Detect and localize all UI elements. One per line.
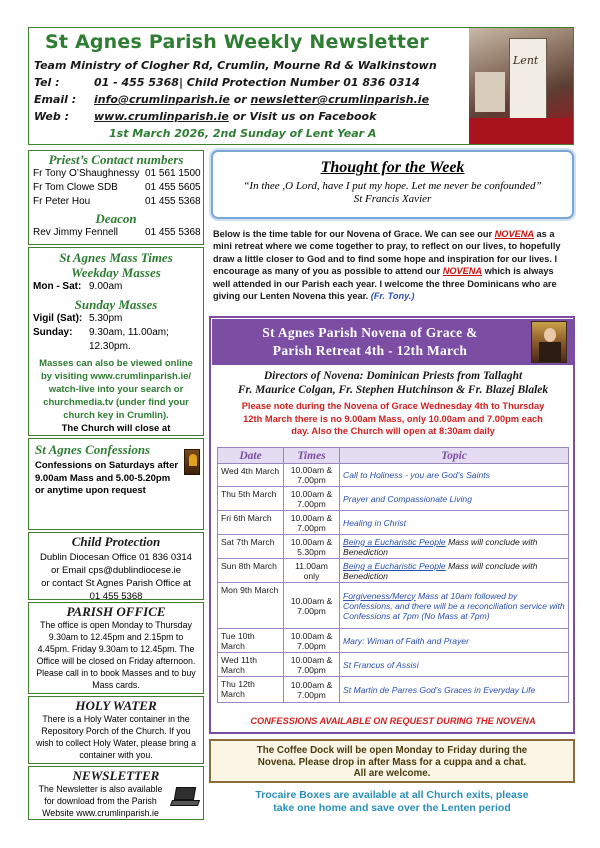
sunday-masses-title: Sunday Masses	[74, 297, 158, 312]
intro-signature: (Fr. Tony.)	[370, 291, 415, 302]
confessions-on-request-note: CONFESSIONS AVAILABLE ON REQUEST DURING THE NOVENA	[250, 716, 536, 726]
table-row: Thu 5th March 10.00am & 7.00pm Prayer and Compassionate Living	[218, 487, 569, 511]
confessions-text: Confessions on Saturdays after 9.00am Mass and 5.00-5.20pm or anytime upon request	[35, 460, 179, 496]
table-row: Mon 9th March 10.00am & 7.00pm Forgiveness/Mercy Mass at 10am followed by Confessions, and there will be a reconciliation service with Confessions at 7pm (No Mass at 7pm)	[218, 583, 569, 629]
website-link[interactable]: www.crumlinparish.ie	[94, 110, 229, 123]
table-row: Wed 11th March 10.00am & 7.00pm St Francus of Assisi	[218, 653, 569, 677]
saint-icon	[531, 321, 567, 363]
novena-title-line-1: St Agnes Parish Novena of Grace &	[262, 325, 478, 340]
priest-row: Fr Tom Clowe SDB 01 455 5605	[33, 182, 201, 193]
date-column-header: Date	[218, 448, 284, 464]
email-line	[34, 93, 429, 106]
child-protection-box	[28, 532, 204, 600]
novena-mass-note: Please note during the Novena of Grace Wednesday 4th to Thursday 12th March there is no 9.00am Mass, only 10.00am and 7.00pm each day. Also the Church will open at 8:30am daily	[241, 401, 545, 436]
thought-quote: “In thee ,O Lord, have I put my hope. Let me never be confounded”	[243, 180, 542, 192]
newsletter-box	[28, 766, 204, 820]
web-label: Web :	[34, 110, 69, 123]
church-closing-note: The Church will close at	[61, 423, 171, 434]
novena-intro-paragraph: Below is the time table for our Novena of Grace. We can see our NOVENA as a mini retreat where we come together to pray, to reflect on our lives, to hopefully draw a little closer to God and to find some hope and inspiration for our lives. I encourage as many of you as possible to attend our NOVENA which is always well attended in our Parish each year. I welcome the three Dominicans who are giving our Lenten Novena this year. (Fr. Tony.)	[213, 229, 561, 302]
table-row: Sun 8th March 11.00am only Being a Eucharistic People Mass will conclude with Benediction	[218, 559, 569, 583]
novena-directors: Directors of Novena: Dominican Priests from Tallaght Fr. Maurice Colgan, Fr. Stephen Hutchinson & Fr. Blazej Blalek	[237, 370, 549, 396]
table-header-row	[218, 448, 569, 464]
table-row: Thu 12th March 10.00am & 7.00pm St Martin de Parres God’s Graces in Everyday Life	[218, 677, 569, 703]
topic-column-header: Topic	[340, 448, 569, 464]
coffee-dock-box: The Coffee Dock will be open Monday to Friday during the Novena. Please drop in after Mass for a cuppa and a chat. All are welcome.	[209, 739, 575, 783]
tel-label: Tel :	[34, 76, 60, 89]
sunday-mass-row: Sunday: 9.30am, 11.00am;	[33, 327, 169, 338]
thought-author: St Francis Xavier	[353, 193, 432, 205]
web-suffix: or Visit us on Facebook	[232, 110, 377, 123]
newsletter-title: St Agnes Parish Weekly Newsletter	[45, 31, 429, 53]
team-ministry-line: Team Ministry of Clogher Rd, Crumlin, Mourne Rd & Walkinstown	[34, 59, 437, 72]
table-row: Fri 6th March 10.00am & 7.00pm Healing in Christ	[218, 511, 569, 535]
mass-times-box: St Agnes Mass Times Weekday Masses Mon - Sat: 9.00am Sunday Masses Vigil (Sat): 5.30pm Sunday: 9.30am, 11.00am; 12.30pm. Masses can also be viewed online by visiting www.crumlinparish.ie/ watch-live into your search or churchmedia.tv (under find your church key in Crumlin). The Church will close at	[28, 247, 204, 436]
confession-door-icon	[184, 449, 200, 475]
novena-schedule-table	[217, 447, 569, 703]
parish-office-text: The office is open Monday to Thursday 9.30am to 12.45pm and 2.15pm to 4.45pm. Friday 9.30am to 12.45pm. The Office will be closed on Friday afternoon. Please call in to book Masses and to buy Mass cards.	[36, 620, 196, 690]
telephone-line	[34, 76, 420, 89]
email-newsletter-link[interactable]: newsletter@crumlinparish.ie	[250, 93, 430, 106]
deacon-row: Rev Jimmy Fennell 01 455 5368	[33, 227, 201, 238]
parish-office-title: PARISH OFFICE	[66, 604, 166, 619]
holy-water-text: There is a Holy Water container in the Repository Porch of the Church. If you wish to collect Holy Water, please bring a container with you.	[35, 714, 197, 760]
table-row: Tue 10th March 10.00am & 7.00pm Mary: Wiman of Faith and Prayer	[218, 629, 569, 653]
newsletter-box-title: NEWSLETTER	[72, 768, 160, 783]
novena-highlight: NOVENA	[494, 229, 534, 239]
priest-contacts-title: Priest’s Contact numbers	[48, 152, 184, 167]
online-viewing-note: Masses can also be viewed online by visiting www.crumlinparish.ie/ watch-live into your search or churchmedia.tv (under find your church key in Crumlin).	[39, 358, 193, 421]
novena-title-line-2: Parish Retreat 4th - 12th March	[272, 343, 468, 358]
priest-contacts-box	[28, 150, 204, 245]
weekday-masses-title: Weekday Masses	[71, 265, 161, 280]
email-or: or	[233, 93, 247, 106]
weekday-mass-row: Mon - Sat: 9.00am	[33, 281, 123, 292]
parish-office-box	[28, 602, 204, 694]
novena-highlight: NOVENA	[442, 266, 483, 277]
thought-title: Thought for the Week	[320, 159, 465, 176]
priest-row: Fr Tony O’Shaughnessy 01 561 1500	[33, 168, 201, 179]
novena-box	[209, 316, 575, 734]
email-label: Email :	[34, 93, 77, 106]
tel-value: 01 - 455 5368| Child Protection Number 01 836 0314	[94, 76, 420, 89]
lent-banner-word: Lent	[513, 54, 539, 67]
newsletter-header	[28, 27, 574, 145]
holy-water-box	[28, 696, 204, 764]
email-info-link[interactable]: info@crumlinparish.ie	[94, 93, 230, 106]
child-protection-title: Child Protection	[71, 534, 161, 549]
thought-for-week-box	[211, 150, 574, 219]
trocaire-note: Trocaire Boxes are available at all Church exits, please take one home and save over the Lenten period	[255, 789, 529, 814]
times-column-header: Times	[284, 448, 340, 464]
lent-photo	[469, 28, 573, 144]
deacon-title: Deacon	[95, 211, 137, 226]
confessions-title: St Agnes Confessions	[35, 442, 151, 457]
laptop-icon	[171, 787, 199, 807]
holy-water-title: HOLY WATER	[75, 698, 157, 713]
child-protection-text: Dublin Diocesan Office 01 836 0314 or Email cps@dublindiocese.ie or contact St Agnes Parish Office at 01 455 5368	[40, 552, 192, 600]
mass-times-title: St Agnes Mass Times	[59, 250, 173, 265]
table-row: Wed 4th March 10.00am & 7.00pm Call to Holiness - you are God’s Saints	[218, 464, 569, 487]
table-row: Sat 7th March 10.00am & 5.30pm Being a Eucharistic People Mass will conclude with Benediction	[218, 535, 569, 559]
novena-header	[212, 319, 573, 365]
issue-date: 1st March 2026, 2nd Sunday of Lent Year A	[109, 127, 377, 140]
vigil-mass-row: Vigil (Sat): 5.30pm	[33, 313, 123, 324]
confessions-box	[28, 438, 204, 530]
priest-row: Fr Peter Hou 01 455 5368	[33, 196, 201, 207]
newsletter-box-text: The Newsletter is also available for download from the Parish Website www.crumlinparish.ie	[38, 784, 163, 818]
web-line	[34, 110, 376, 123]
